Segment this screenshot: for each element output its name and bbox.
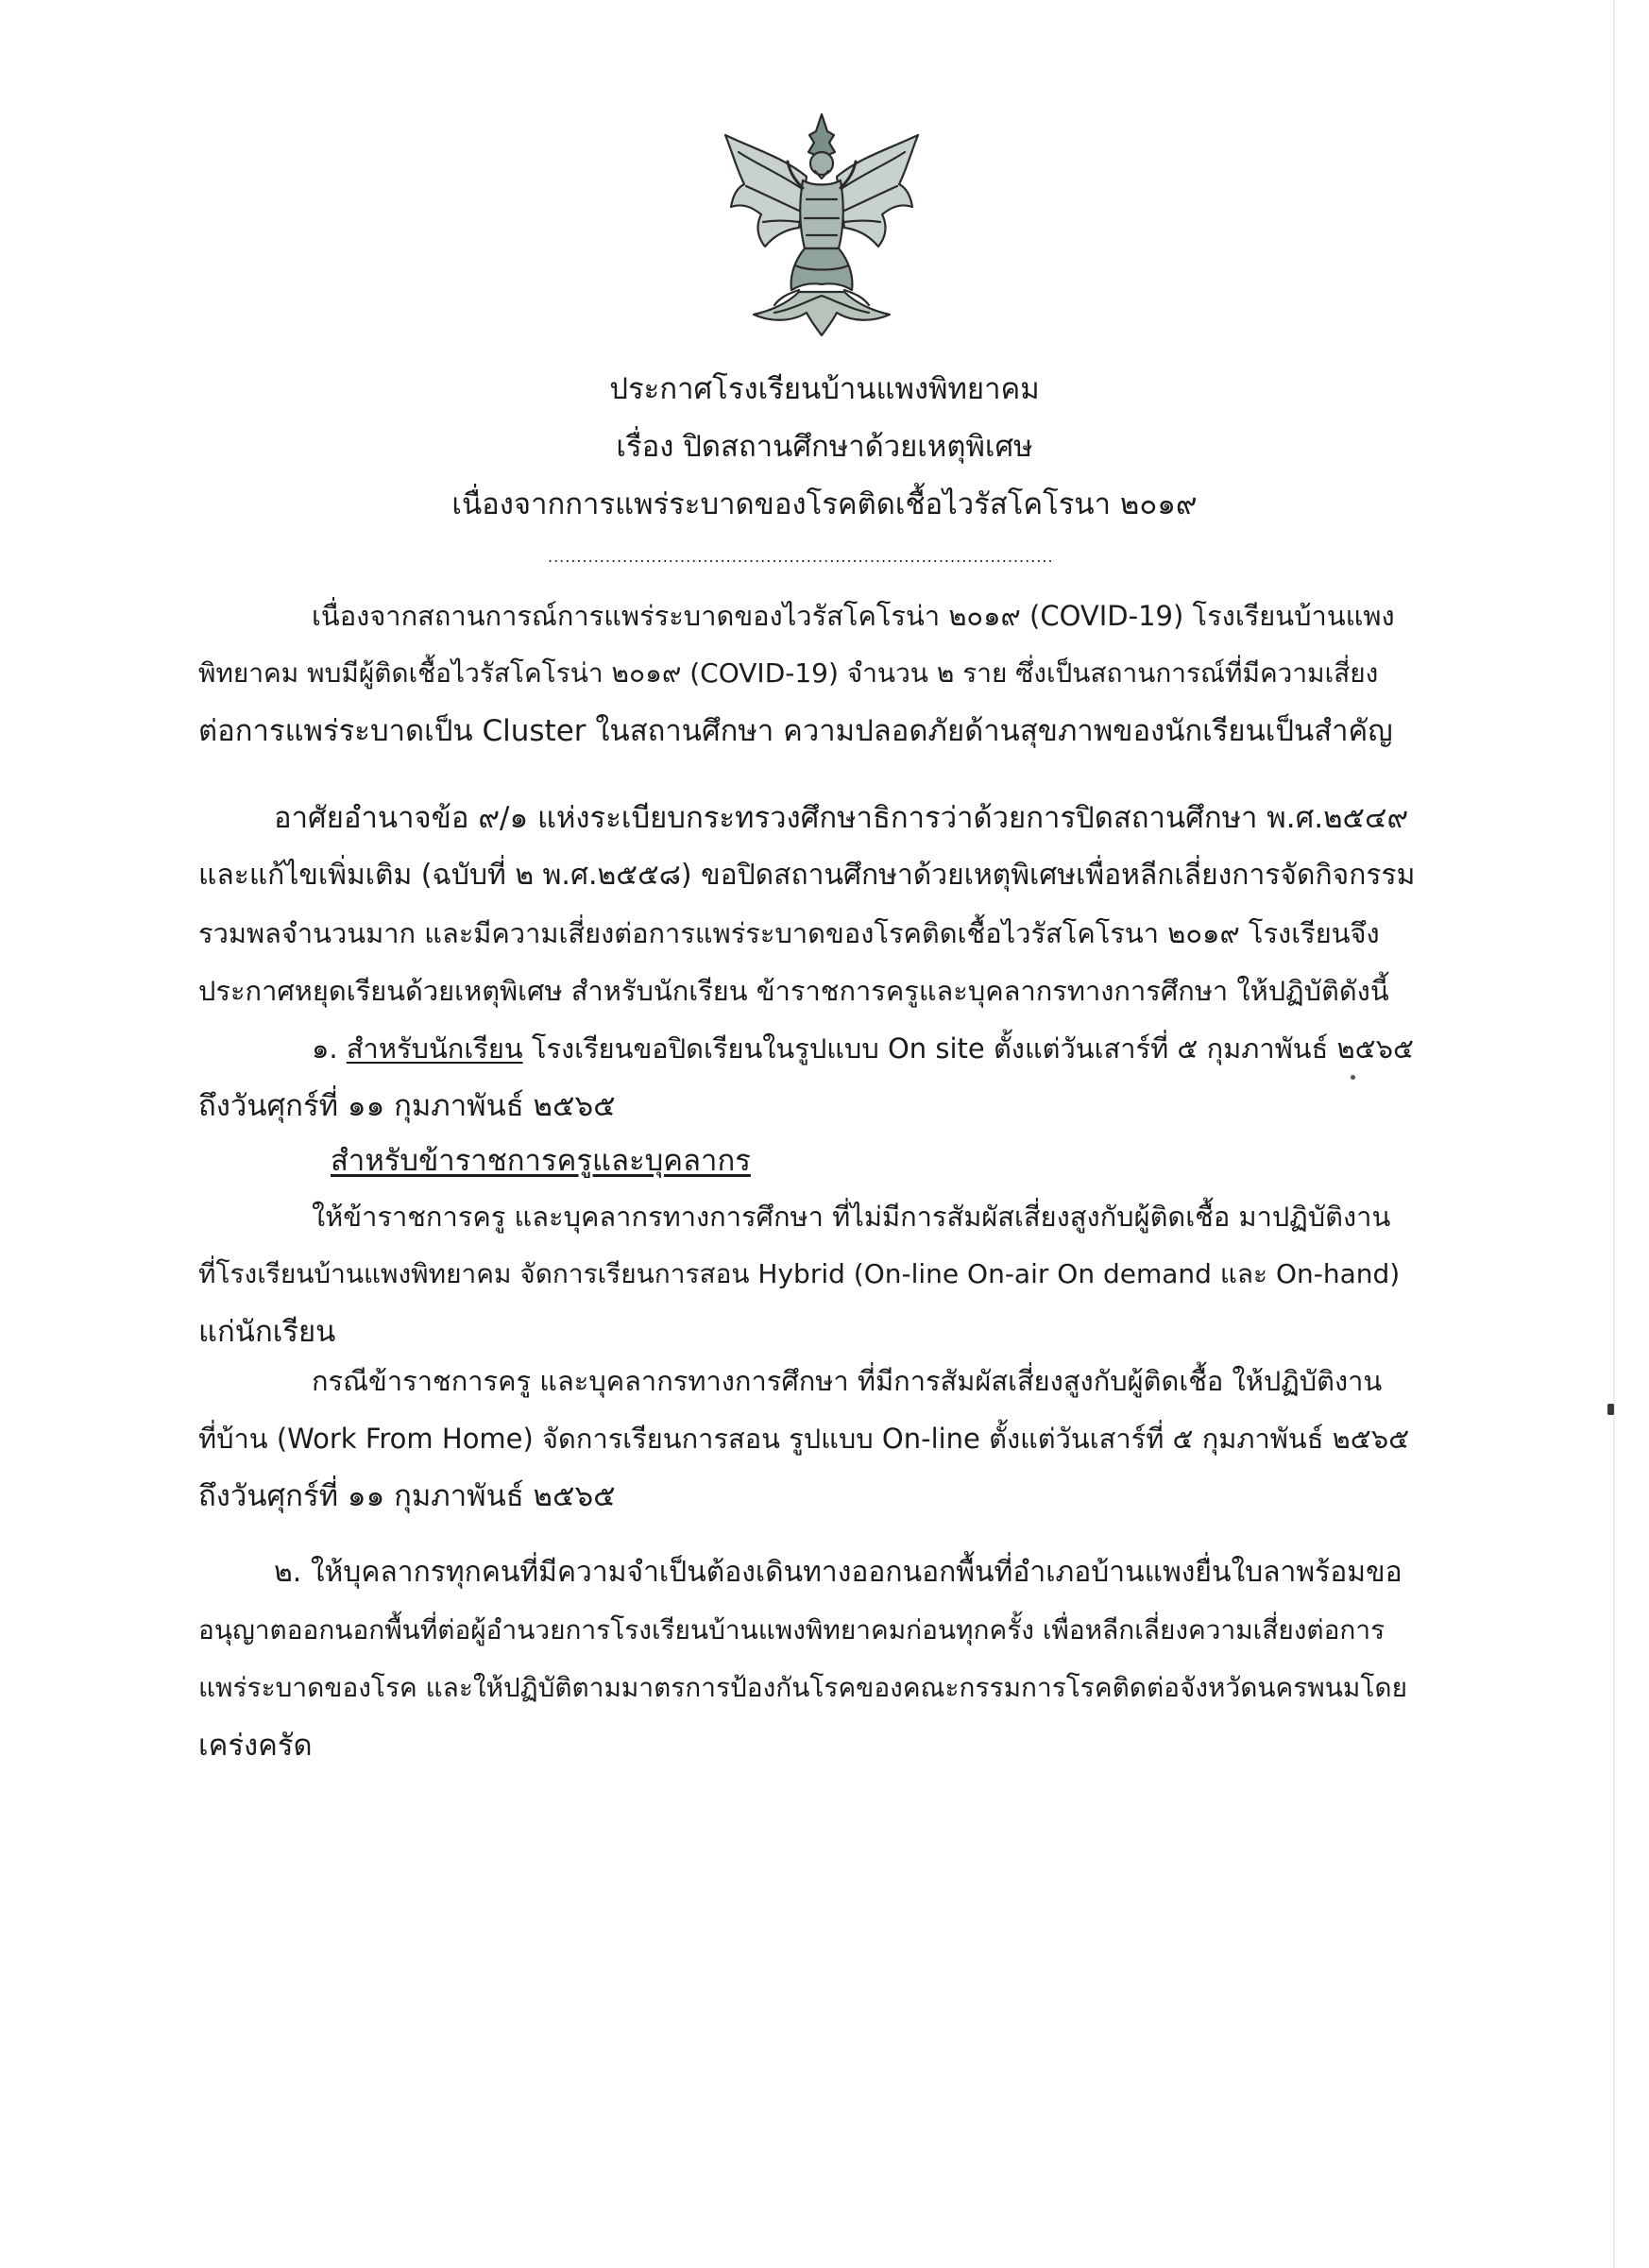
- p2-line-1: อาศัยอำนาจข้อ ๙/๑ แห่งระเบียบกระทรวงศึกษาธิการว่าด้วยการปิดสถานศึกษา พ.ศ.๒๕๔๙: [274, 801, 1409, 835]
- p1-line-1: เนื่องจากสถานการณ์การแพร่ระบาดของไวรัสโคโรน่า ๒๐๑๙ (COVID-19) โรงเรียนบ้านแพง: [312, 600, 1395, 632]
- garuda-emblem-icon: [708, 109, 935, 340]
- p3-line-2: ที่โรงเรียนบ้านแพงพิทยาคม จัดการเรียนการสอน Hybrid (On-line On-air On demand และ On-hand): [198, 1258, 1401, 1289]
- p2-line-2: และแก้ไขเพิ่มเติม (ฉบับที่ ๒ พ.ศ.๒๕๕๘) ขอปิดสถานศึกษาด้วยเหตุพิเศษเพื่อหลีกเลี่ยงการจัดกิจกรรม: [198, 859, 1416, 892]
- p1-line-2: พิทยาคม พบมีผู้ติดเชื้อไวรัสโคโรน่า ๒๐๑๙ (COVID-19) จำนวน ๒ ราย ซึ่งเป็นสถานการณ์ที่มีความเสี่ยง: [198, 657, 1379, 689]
- scan-edge-line: [1613, 0, 1615, 2268]
- p2-line-4: ประกาศหยุดเรียนด้วยเหตุพิเศษ สำหรับนักเรียน ข้าราชการครูและบุคลากรทางการศึกษา ให้ปฏิบัติดังนี้: [198, 975, 1389, 1007]
- staff-heading: สำหรับข้าราชการครูและบุคลากร: [331, 1144, 751, 1178]
- p5-line-2: อนุญาตออกนอกพื้นที่ต่อผู้อำนวยการโรงเรียนบ้านแพงพิทยาคมก่อนทุกครั้ง เพื่อหลีกเลี่ยงความเสี่ยงต่อการ: [198, 1614, 1386, 1646]
- p1-line-3: ต่อการแพร่ระบาดเป็น Cluster ในสถานศึกษา ความปลอดภัยด้านสุขภาพของนักเรียนเป็นสำคัญ: [198, 714, 1393, 748]
- p5-line-3: แพร่ระบาดของโรค และให้ปฏิบัติตามมาตรการป้องกันโรคของคณะกรรมการโรคติดต่อจังหวัดนครพนมโดย: [198, 1672, 1407, 1703]
- p4-line-1: กรณีข้าราชการครู และบุคลากรทางการศึกษา ที่มีการสัมผัสเสี่ยงสูงกับผู้ติดเชื้อ ให้ปฏิบัติงาน: [312, 1365, 1383, 1397]
- p3-line-3: แก่นักเรียน: [198, 1315, 336, 1349]
- p2-line-3: รวมพลจำนวนมาก และมีความเสี่ยงต่อการแพร่ระบาดของโรคติดเชื้อไวรัสโคโรนา ๒๐๑๙ โรงเรียนจึง: [198, 917, 1380, 949]
- p4-line-3: ถึงวันศุกร์ที่ ๑๑ กุมภาพันธ์ ๒๕๖๕: [198, 1479, 616, 1513]
- item1-text: โรงเรียนขอปิดเรียนในรูปแบบ On site ตั้งแต่วันเสาร์ที่ ๕ กุมภาพันธ์ ๒๕๖๕: [522, 1032, 1414, 1065]
- separator-dots: ........................................................................................: [548, 548, 1054, 566]
- item1-line-2: ถึงวันศุกร์ที่ ๑๑ กุมภาพันธ์ ๒๕๖๕: [198, 1089, 616, 1123]
- p5-line-1: ๒. ให้บุคลากรทุกคนที่มีความจำเป็นต้องเดินทางออกนอกพื้นที่อำเภอบ้านแพงยื่นใบลาพร้อมขอ: [274, 1556, 1402, 1589]
- announcement-subject: เรื่อง ปิดสถานศึกษาด้วยเหตุพิเศษ: [616, 430, 1033, 464]
- item1-heading: สำหรับนักเรียน: [346, 1032, 523, 1065]
- item1-number: ๑.: [312, 1032, 338, 1065]
- scan-speck: [1351, 1075, 1355, 1080]
- p3-line-1: ให้ข้าราชการครู และบุคลากรทางการศึกษา ที่ไม่มีการสัมผัสเสี่ยงสูงกับผู้ติดเชื้อ มาปฏิบัติงาน: [312, 1201, 1391, 1233]
- item1-line-1: [312, 1030, 1414, 1067]
- announcement-reason: เนื่องจากการแพร่ระบาดของโรคติดเชื้อไวรัสโคโรนา ๒๐๑๙: [451, 487, 1198, 521]
- announcement-title: ประกาศโรงเรียนบ้านแพงพิทยาคม: [609, 372, 1040, 406]
- p5-line-4: เคร่งครัด: [198, 1729, 313, 1763]
- scan-edge-mark: [1607, 1404, 1614, 1415]
- p4-line-2: ที่บ้าน (Work From Home) จัดการเรียนการสอน รูปแบบ On-line ตั้งแต่วันเสาร์ที่ ๕ กุมภาพันธ์ ๒๕๖๕: [198, 1423, 1410, 1455]
